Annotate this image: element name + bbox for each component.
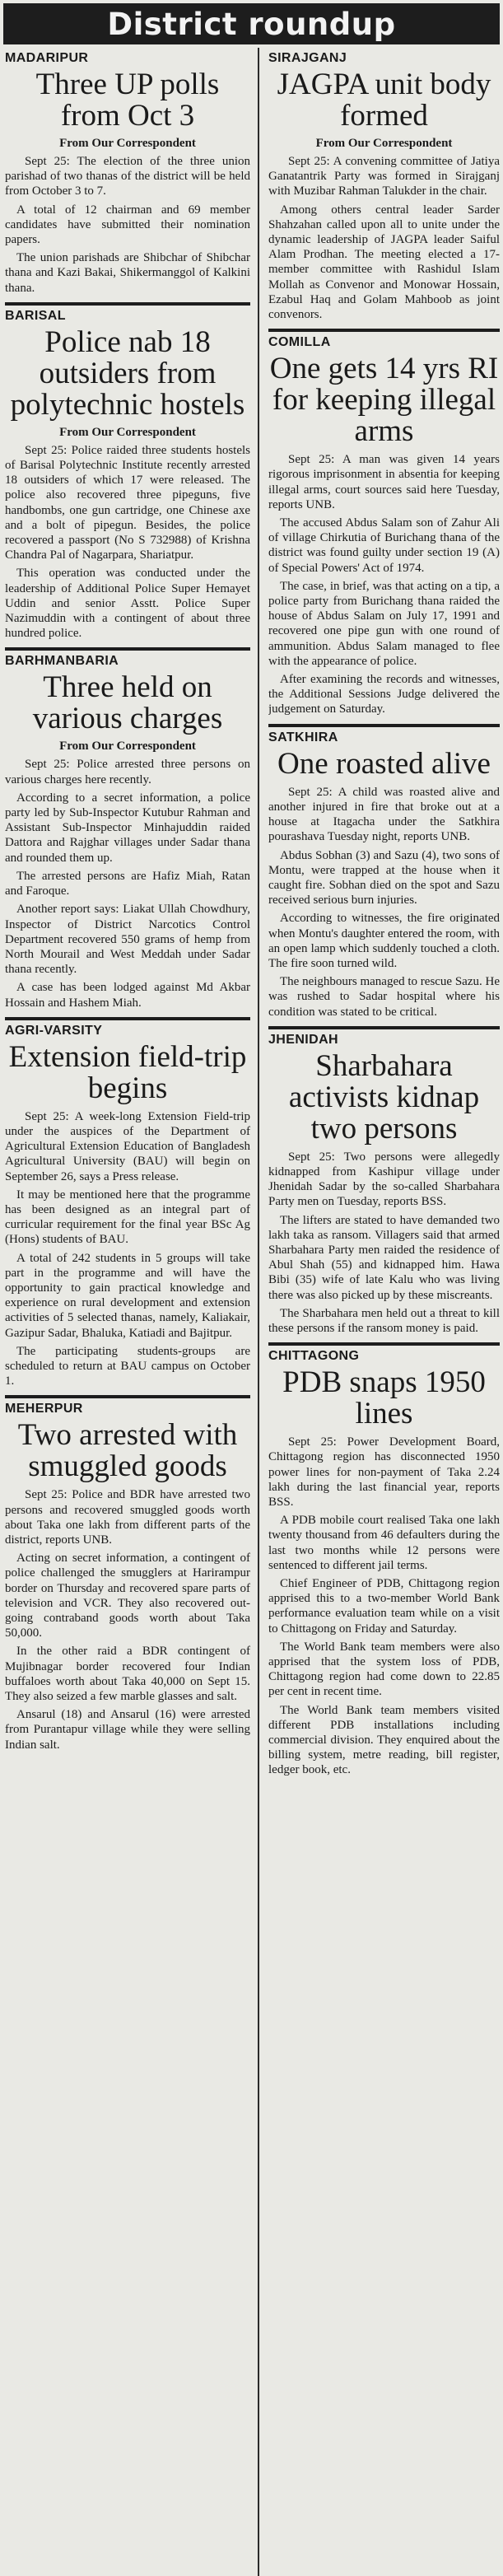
news-story (5, 1017, 250, 1389)
story-paragraph: The accused Abdus Salam son of Zahur Ali of village Chirkutia of Burichang thana of the district was found guilty under section 19 (A) of Special Powers' Act of 1974. (268, 516, 500, 575)
story-paragraph: Acting on secret information, a contingent of police challenged the smugglers at Harirampur border on Thursday and recovered spare parts of television and VCR. They also recovered out-going contraband goods worth about Taka 50,000. (5, 1552, 250, 1640)
news-story (268, 724, 500, 1020)
story-body (5, 1487, 250, 1752)
story-body (268, 154, 500, 322)
story-headline: One gets 14 yrs RI for keeping illegal arms (269, 352, 499, 449)
story-dateline: BARISAL (5, 308, 66, 323)
story-body (268, 1150, 500, 1336)
story-dateline: COMILLA (268, 335, 331, 350)
story-dateline: CHITTAGONG (268, 1349, 360, 1364)
story-paragraph: A total of 242 students in 5 groups will take part in the programme and will have the opportunity to gain practical knowledge and experience on rural development and extension activities of 5 selected thanas, namely, Kaliakair, Gazipur Sadar, Bhaluka, Katiadi and Bajitpur. (5, 1251, 250, 1340)
story-headline: Two arrested with smuggled goods (17, 1418, 238, 1484)
story-paragraph: After examining the records and witnesses, the Additional Sessions Judge delivered the judgement on Saturday. (268, 673, 500, 716)
story-body (5, 757, 250, 1010)
story-headline: Three UP polls from Oct 3 (35, 68, 220, 133)
story-paragraph: Sept 25: Police arrested three persons on various charges here recently. (5, 758, 250, 786)
story-dateline: MADARIPUR (5, 51, 89, 65)
story-paragraph: Abdus Sobhan (3) and Sazu (4), two sons of Montu, were trapped at the house when it caught fire. Sobhan died on the spot and Sazu received serious burn injuries. (268, 848, 500, 908)
story-body (268, 452, 500, 716)
story-headline: Police nab 18 outsiders from polytechnic hostels (10, 324, 245, 422)
story-paragraph: Sept 25: A man was given 14 years rigorous imprisonment in absentia for keeping illegal arms, court sources said here Tuesday, reports UNB. (268, 453, 500, 511)
story-dateline: AGRI-VARSITY (5, 1023, 103, 1038)
story-dateline: BARHMANBARIA (5, 654, 119, 669)
story-paragraph: Another report says: Liakat Ullah Chowdhury, Inspector of District Narcotics Control Department recovered 550 grams of hemp from North Mourail and West Meddah under Sadar thana recently. (5, 903, 250, 977)
story-byline: From Our Correspondent (59, 137, 196, 150)
story-paragraph: Sept 25: Police raided three students hostels of Barisal Polytechnic Institute recently arrested 18 outsiders of which 17 were released. The police also recovered three pipeguns, five handbombs, one gun cartridge, one Chinese axe and a bolt of pipegun. Besides, the police recovered a passport (No S 732988) of Krishna Chandra Pal of Nagarpara, Shariatpur. (5, 443, 250, 562)
story-paragraph: Sept 25: A convening committee of Jatiya Ganatantrik Party was formed in Sirajganj with Muzibar Rahman Talukder in the chair. (268, 155, 500, 198)
news-story (268, 1026, 500, 1336)
story-paragraph: A PDB mobile court realised Taka one lakh twenty thousand from 46 defaulters during the last two months while 12 persons were sentenced to different jail terms. (268, 1514, 500, 1572)
news-story (5, 48, 250, 296)
news-story (268, 329, 500, 716)
news-story (5, 1395, 250, 1752)
story-byline: From Our Correspondent (59, 740, 196, 754)
news-story (5, 647, 250, 1010)
story-paragraph: A case has been lodged against Md Akbar Hossain and Hashem Miah. (5, 981, 250, 1010)
story-paragraph: Sept 25: Two persons were allegedly kidnapped from Kashipur village under Jhenidah Sadar by the so-called Sharbahara Party men on Tuesday, reports BSS. (268, 1150, 500, 1209)
story-paragraph: The union parishads are Shibchar of Shibchar thana and Kazi Bakai, Shikermanggol of Kalkini thana. (5, 251, 250, 295)
story-paragraph: Sept 25: A week-long Extension Field-trip under the auspices of the Department of Agricultural Extension Education of Bangladesh Agricultural University (BAU) will begin on September 26, says a Press release. (5, 1109, 250, 1183)
story-byline: From Our Correspondent (315, 137, 453, 150)
story-paragraph: Sept 25: A child was roasted alive and another injured in fire that broke out at a house at Itagacha under the Satkhira pourashava Tuesday night, reports UNB. (268, 785, 500, 844)
story-byline: From Our Correspondent (59, 425, 196, 439)
news-story (268, 48, 500, 322)
story-paragraph: The World Bank team members visited different PDB installations including commercial division. They enquired about the billing system, metre reading, bill register, ledger book, etc. (268, 1703, 500, 1777)
story-paragraph: Sept 25: Police and BDR have arrested two persons and recovered smuggled goods worth about Taka one lakh from different parts of the district, reports UNB. (5, 1488, 250, 1547)
story-paragraph: The arrested persons are Hafiz Miah, Ratan and Faroque. (5, 869, 250, 898)
story-paragraph: Sept 25: Power Development Board, Chittagong region has disconnected 1950 power lines for non-payment of Taka 2.24 lakh during the last financial year, reports BSS. (268, 1435, 500, 1509)
story-headline: One roasted alive (277, 746, 491, 781)
story-headline: JAGPA unit body formed (277, 68, 491, 133)
story-paragraph: The lifters are stated to have demanded two lakh taka as ransom. Villagers said that armed Sharbahara Party men raided the residence of Abul Shah (55) and kidnapped him. Hawa Bibi (35) wife of late Kalu who was living there was also picked up by these miscreants. (268, 1213, 500, 1302)
story-dateline: MEHERPUR (5, 1402, 83, 1416)
story-dateline: SIRAJGANJ (268, 51, 347, 65)
column-divider (258, 48, 259, 2576)
story-paragraph: In the other raid a BDR contingent of Mujibnagar border recovered four Indian buffaloes worth about Taka 40,000 on Sept 15. They also seized a few marble glasses and salt. (5, 1645, 250, 1704)
story-paragraph: The participating students-groups are scheduled to return at BAU campus on October 1. (5, 1344, 250, 1388)
story-headline: Three held on various charges (32, 670, 223, 736)
section-banner: District roundup (3, 3, 500, 44)
story-body (268, 785, 500, 1020)
left-column (5, 48, 250, 2576)
story-paragraph: Sept 25: The election of the three union parishad of two thanas of the district will be held from October 3 to 7. (5, 155, 250, 198)
story-paragraph: Chief Engineer of PDB, Chittagong region apprised this to a two-member World Bank performance evaluation team while on a visit to Chittagong on Friday and Saturday. (268, 1577, 500, 1636)
story-headline: PDB snaps 1950 lines (282, 1365, 486, 1431)
story-paragraph: Ansarul (18) and Ansarul (16) were arrested from Purantapur village while they were selling Indian salt. (5, 1708, 250, 1752)
story-paragraph: The neighbours managed to rescue Sazu. He was rushed to Sadar hospital where his condition was stated to be critical. (268, 975, 500, 1019)
story-paragraph: This operation was conducted under the leadership of Additional Police Super Hemayet Uddin and senior Asstt. Police Super Nazimuddin with a contingent of about three hundred police. (5, 567, 250, 641)
story-headline: Sharbahara activists kidnap two persons (288, 1048, 480, 1146)
story-body (5, 443, 250, 642)
news-story (5, 302, 250, 642)
story-paragraph: According to witnesses, the fire originated when Montu's daughter entered the room, with an open lamp which suddenly touched a cloth. The fire soon turned wild. (268, 912, 500, 970)
story-paragraph: The case, in brief, was that acting on a tip, a police party from Burichang thana raided the house of Abdus Salam on July 17, 1991 and recovered one pipe gun with one round of ammunition. Abdus Salam managed to flee with the appearance of police. (268, 579, 500, 668)
news-story (268, 1342, 500, 1777)
story-body (5, 154, 250, 296)
story-dateline: SATKHIRA (268, 730, 338, 744)
story-dateline: JHENIDAH (268, 1032, 338, 1047)
story-paragraph: The World Bank team members were also apprised that the system loss of PDB, Chittagong region had come down to 22.85 per cent in recent time. (268, 1640, 500, 1699)
story-paragraph: A total of 12 chairman and 69 member candidates have submitted their nomination papers. (5, 203, 250, 247)
story-paragraph: It may be mentioned here that the programme has been designed as an integral part of curricular requirement for the final year BSc Ag (Hons) students of BAU. (5, 1188, 250, 1247)
story-paragraph: According to a secret information, a police party led by Sub-Inspector Kutubur Rahman and Assistant Sub-Inspector Minhajuddin raided Dattora and Rajghar villages under Sadar thana and rounded them up. (5, 791, 250, 865)
story-headline: Extension field-trip begins (8, 1039, 247, 1105)
story-paragraph: The Sharbahara men held out a threat to kill these persons if the ransom money is paid. (268, 1306, 500, 1335)
right-column (268, 48, 500, 2576)
story-paragraph: Among others central leader Sarder Shahzahan called upon all to unite under the dynamic leadership of JAGPA leader Saiful Alam Prodhan. The meeting elected a 17-member committee with Rashidul Islam Mollah as Convenor and Monowar Hossain, Ezabul Haq and Golam Mahboob as joint convenors. (268, 203, 500, 322)
story-body (268, 1435, 500, 1777)
story-body (5, 1109, 250, 1389)
